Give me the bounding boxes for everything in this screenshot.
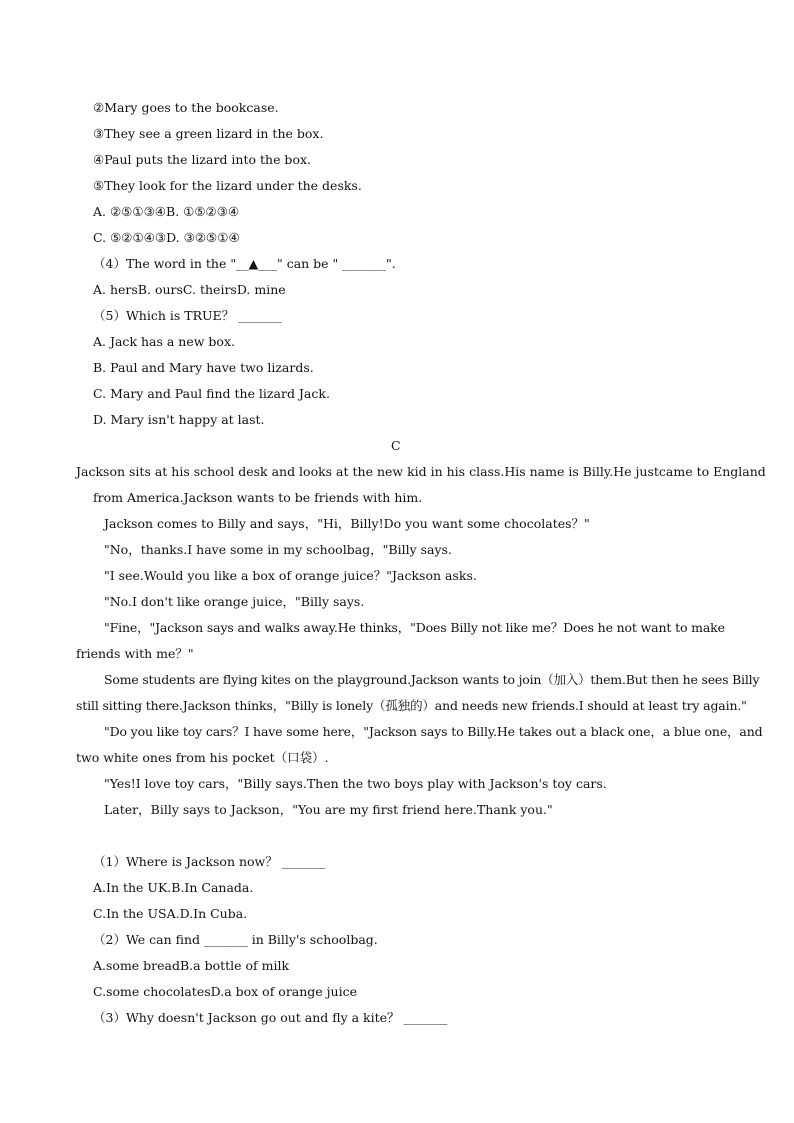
c-q2-options-cd: C.some chocolatesD.a box of orange juice <box>93 984 357 999</box>
q4-options: A. hersB. oursC. theirsD. mine <box>93 282 286 297</box>
passage-p6-line1: "Fine，"Jackson says and walks away.He thinks，"Does Billy not like me？Does he not want to make <box>104 620 725 635</box>
q3-options-ab: A. ②⑤①③④B. ①⑤②③④ <box>93 204 240 219</box>
c-q1-options-cd: C.In the USA.D.In Cuba. <box>93 906 248 921</box>
q5-option-c: C. Mary and Paul find the lizard Jack. <box>93 386 330 401</box>
q5-option-b: B. Paul and Mary have two lizards. <box>93 360 314 375</box>
passage-p5: "No.I don't like orange juice，"Billy says. <box>104 594 365 609</box>
q3-item-3: ③They see a green lizard in the box. <box>93 126 324 141</box>
q5-option-a: A. Jack has a new box. <box>93 334 235 349</box>
c-q1: （1）Where is Jackson now？ _______ <box>93 854 326 869</box>
passage-p6-line2: friends with me？" <box>76 646 194 661</box>
passage-p4: "I see.Would you like a box of orange juice？"Jackson asks. <box>104 568 477 583</box>
passage-p1-line2: from America.Jackson wants to be friends with him. <box>93 490 423 505</box>
passage-p10: Later，Billy says to Jackson，"You are my first friend here.Thank you." <box>104 802 553 817</box>
passage-p2: Jackson comes to Billy and says，"Hi，Billy!Do you want some chocolates？" <box>104 516 590 531</box>
passage-p1-line1-a: Jackson sits at his school desk and looks at the new kid in his class.His name is Billy.He just <box>76 464 659 479</box>
passage-p9: "Yes!I love toy cars，"Billy says.Then the two boys play with Jackson's toy cars. <box>104 776 607 791</box>
passage-p7-line2: still sitting there.Jackson thinks，"Billy is lonely（孤独的）and needs new friends.I should at least try again." <box>76 698 747 713</box>
q4-question: （4）The word in the "__▲___" can be " _______". <box>93 256 396 271</box>
passage-heading: C <box>391 438 401 453</box>
c-q2-options-ab: A.some breadB.a bottle of milk <box>93 958 290 973</box>
q3-options-cd: C. ⑤②①④③D. ③②⑤①④ <box>93 230 240 245</box>
passage-p8-line1: "Do you like toy cars？I have some here，"Jackson says to Billy.He takes out a black one，a blue one，and <box>104 724 763 739</box>
q3-item-5: ⑤They look for the lizard under the desks. <box>93 178 362 193</box>
passage-p7-line1: Some students are flying kites on the playground.Jackson wants to join（加入）them.But then he sees Billy <box>104 672 760 687</box>
q5-option-d: D. Mary isn't happy at last. <box>93 412 265 427</box>
q3-item-2: ②Mary goes to the bookcase. <box>93 100 279 115</box>
c-q3: （3）Why doesn't Jackson go out and fly a kite？ _______ <box>93 1010 448 1025</box>
q3-item-4: ④Paul puts the lizard into the box. <box>93 152 311 167</box>
passage-p3: "No，thanks.I have some in my schoolbag，"Billy says. <box>104 542 452 557</box>
c-q1-options-ab: A.In the UK.B.In Canada. <box>93 880 254 895</box>
q5-question: （5）Which is TRUE？ _______ <box>93 308 282 323</box>
passage-p1-line1-b: came to England <box>658 464 766 479</box>
c-q2: （2）We can find _______ in Billy's schoolbag. <box>93 932 378 947</box>
passage-p8-line2: two white ones from his pocket（口袋）. <box>76 750 329 765</box>
passage-p1-line1 <box>76 463 766 481</box>
